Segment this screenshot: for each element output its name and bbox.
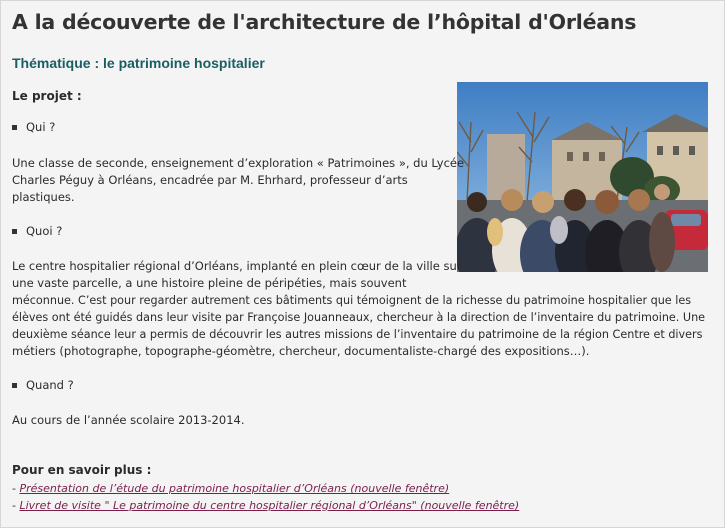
square-bullet-icon [12,383,17,388]
link-prefix: - [12,482,20,495]
quoi-line: métiers (photographe, topographe-géomètre, chercheur, documentaliste-chargé des expositions…). [12,344,590,358]
link-prefix: - [12,499,20,512]
group-visit-photo [457,82,708,272]
project-heading: Le projet : [12,89,82,103]
page-subtitle: Thématique : le patrimoine hospitalier [12,55,265,71]
quand-label: Quand ? [26,378,74,392]
square-bullet-icon [12,229,17,234]
quoi-line: Le centre hospitalier régional d’Orléans, implanté en plein cœur de la ville sur [12,259,462,273]
presentation-study-link[interactable]: Présentation de l’étude du patrimoine hospitalier d’Orléans (nouvelle fenêtre) [19,482,450,495]
qui-line: Une classe de seconde, enseignement d’exploration « Patrimoines », du Lycée [12,156,465,170]
more-links [12,480,519,514]
visit-booklet-link[interactable]: Livret de visite " Le patrimoine du centre hospitalier régional d’Orléans" (nouvelle fenêtre) [19,499,520,512]
link-row [12,497,519,514]
quoi-bullet [12,223,62,240]
quoi-line: une vaste parcelle, a une histoire pleine de péripéties, mais souvent [12,276,407,290]
qui-line: plastiques. [12,190,75,204]
quand-bullet [12,377,74,394]
quand-text: Au cours de l’année scolaire 2013-2014. [12,413,245,427]
qui-line: Charles Péguy à Orléans, encadrée par M. Ehrhard, professeur d’arts [12,173,408,187]
qui-bullet [12,119,55,136]
qui-label: Qui ? [26,120,56,134]
quoi-paragraph [12,258,705,360]
square-bullet-icon [12,125,17,130]
quoi-label: Quoi ? [26,224,63,238]
quoi-line: méconnue. C’est pour regarder autrement ces bâtiments qui témoignent de la richesse du patrimoine hospitalier que les [12,294,692,307]
quoi-line: deuxième séance leur a permis de découvrir les autres missions de l’inventaire du patrimoine de la région Centre et divers [12,328,703,341]
article-photo [457,82,708,272]
quoi-line: élèves ont été guidés dans leur visite par Françoise Jouanneaux, chercheur à la direction de l’inventaire du patrimoine. Une [12,311,706,324]
qui-paragraph [12,155,464,206]
more-heading: Pour en savoir plus : [12,463,152,477]
link-row [12,480,519,497]
page-title: A la découverte de l'architecture de l’hôpital d'Orléans [12,10,637,34]
